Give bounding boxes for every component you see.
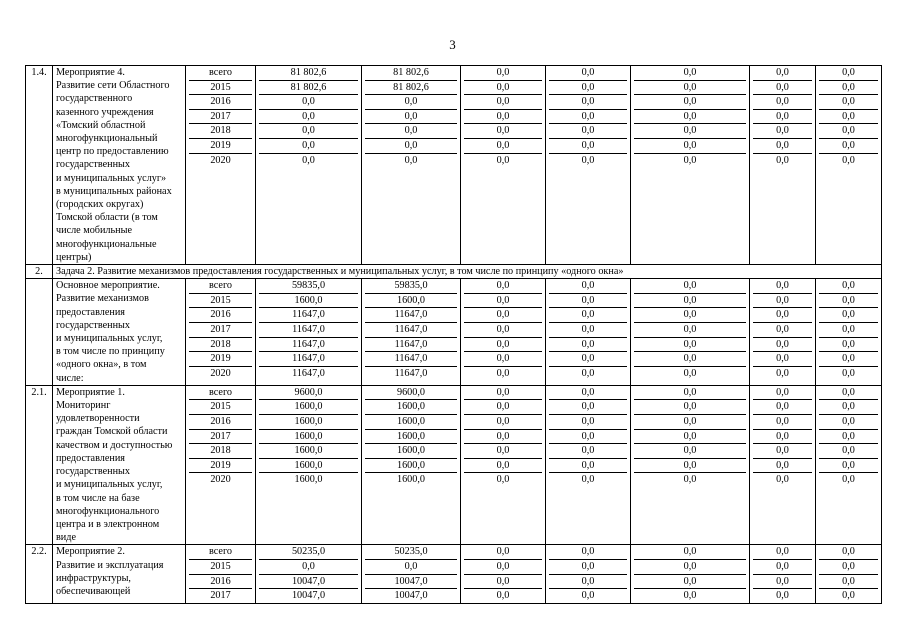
amount-cell: 0,0 [464,444,542,459]
amount-cell: 0,0 [464,294,542,309]
amount-cell: 0,0 [464,95,542,110]
amount-cell: 0,0 [819,575,878,590]
description-line: государственных [56,466,130,478]
amount-cell: 11647,0 [259,323,358,338]
amount-cell: 0,0 [634,139,746,154]
value-column-2 [256,279,362,386]
period-cell: 2016 [189,308,252,323]
amount-cell: 0,0 [819,459,878,474]
amount-cell: 1600,0 [365,415,457,430]
description-line: многофункциональный [56,133,158,145]
description-line: качеством и доступностью [56,439,173,451]
period-cell: 2020 [210,154,231,166]
activity-description [53,279,186,386]
amount-cell: 9600,0 [365,386,457,401]
amount-cell: 0,0 [634,95,746,110]
amount-cell: 0,0 [776,154,789,166]
row-number: 1.4. [26,66,53,265]
description-line: «Томский областной [56,119,146,131]
value-column-4 [461,279,546,386]
description-line: Развитие и эксплуатация [56,559,164,571]
value-column-3 [362,385,461,544]
amount-cell: 11647,0 [259,352,358,367]
amount-cell: 0,0 [753,110,812,125]
description-line: в муниципальных районах [56,185,172,197]
amount-cell: 0,0 [496,154,510,166]
amount-cell: 0,0 [365,139,457,154]
amount-cell: 1600,0 [259,459,358,474]
value-column-1 [186,545,256,603]
period-cell: 2017 [189,323,252,338]
description-line: предоставления [56,306,125,318]
amount-cell: 0,0 [634,124,746,139]
amount-cell: 81 802,6 [259,81,358,96]
value-column-4 [461,66,546,265]
amount-cell: 0,0 [634,81,746,96]
description-line: виде [56,532,76,544]
row-number: 2.1. [26,385,53,544]
amount-cell: 0,0 [819,560,878,575]
description-line: Томской области (в том [56,212,158,224]
amount-cell: 0,0 [634,279,746,294]
amount-cell: 0,0 [776,474,789,486]
description-line: (городских округах) [56,199,144,211]
amount-cell: 0,0 [464,560,542,575]
period-cell: 2018 [189,444,252,459]
amount-cell: 0,0 [259,560,358,575]
amount-cell: 10047,0 [394,590,428,602]
description-line: предоставления [56,452,125,464]
amount-cell: 0,0 [549,294,627,309]
amount-cell: 0,0 [549,95,627,110]
amount-cell: 0,0 [753,66,812,81]
amount-cell: 0,0 [634,545,746,560]
row-number: 2. [26,265,53,279]
period-cell: 2018 [189,338,252,353]
period-cell: всего [189,66,252,81]
amount-cell: 1600,0 [365,459,457,474]
amount-cell: 1600,0 [259,415,358,430]
description-line: Развитие механизмов [56,293,149,305]
period-cell: 2016 [189,95,252,110]
period-cell: 2018 [189,124,252,139]
description-line: казенного учреждения [56,106,154,118]
amount-cell: 0,0 [549,386,627,401]
amount-cell: 0,0 [753,81,812,96]
amount-cell: 0,0 [464,430,542,445]
amount-cell: 0,0 [634,459,746,474]
amount-cell: 0,0 [365,95,457,110]
value-column-7 [750,545,816,603]
amount-cell: 0,0 [549,415,627,430]
amount-cell: 0,0 [819,400,878,415]
value-column-7 [750,385,816,544]
amount-cell: 1600,0 [365,444,457,459]
amount-cell: 0,0 [464,110,542,125]
funding-table [25,65,882,604]
amount-cell: 0,0 [464,81,542,96]
amount-cell: 0,0 [464,66,542,81]
amount-cell: 0,0 [634,294,746,309]
description-line: Мониторинг [56,400,111,412]
description-line: государственных [56,319,130,331]
amount-cell: 0,0 [365,560,457,575]
description-line: Мероприятие 2. [56,546,125,558]
amount-cell: 81 802,6 [365,66,457,81]
period-cell: 2017 [189,430,252,445]
description-line: центра и в электронном [56,518,160,530]
description-line: удовлетворенности [56,413,140,425]
amount-cell: 0,0 [464,545,542,560]
amount-cell: 0,0 [464,575,542,590]
activity-block [26,385,882,544]
description-line: обеспечивающей [56,585,131,597]
activity-block [26,545,882,603]
amount-cell: 0,0 [634,66,746,81]
amount-cell: 0,0 [683,474,697,486]
value-column-8 [816,66,882,265]
value-column-7 [750,279,816,386]
description-line: граждан Томской области [56,426,168,438]
amount-cell: 0,0 [496,590,510,602]
amount-cell: 0,0 [753,338,812,353]
amount-cell: 0,0 [819,139,878,154]
amount-cell: 0,0 [549,430,627,445]
amount-cell: 1600,0 [259,430,358,445]
amount-cell: 0,0 [753,386,812,401]
amount-cell: 0,0 [581,474,595,486]
amount-cell: 0,0 [259,110,358,125]
amount-cell: 0,0 [634,338,746,353]
amount-cell: 0,0 [842,367,855,379]
value-column-1 [186,279,256,386]
activity-description [53,385,186,544]
amount-cell: 50235,0 [365,545,457,560]
amount-cell: 0,0 [464,386,542,401]
amount-cell: 9600,0 [259,386,358,401]
description-line: центр по предоставлению [56,146,169,158]
amount-cell: 0,0 [634,400,746,415]
amount-cell: 0,0 [819,308,878,323]
amount-cell: 0,0 [496,474,510,486]
amount-cell: 0,0 [549,352,627,367]
amount-cell: 0,0 [819,279,878,294]
description-line: числе: [56,372,84,384]
value-column-6 [631,66,750,265]
value-column-4 [461,385,546,544]
amount-cell: 0,0 [819,95,878,110]
description-line: государственных [56,159,130,171]
amount-cell: 0,0 [753,124,812,139]
amount-cell: 0,0 [819,545,878,560]
amount-cell: 0,0 [634,352,746,367]
value-column-3 [362,66,461,265]
task-title: Задача 2. Развитие механизмов предоставления государственных и муниципальных услуг, в том числе по принципу «одного окна» [53,265,882,279]
amount-cell: 0,0 [634,444,746,459]
amount-cell: 0,0 [549,308,627,323]
amount-cell: 0,0 [819,81,878,96]
amount-cell: 0,0 [634,308,746,323]
amount-cell: 0,0 [753,279,812,294]
period-cell: 2016 [189,575,252,590]
amount-cell: 11647,0 [365,323,457,338]
amount-cell: 0,0 [819,124,878,139]
amount-cell: 0,0 [549,139,627,154]
amount-cell: 0,0 [819,444,878,459]
amount-cell: 0,0 [753,352,812,367]
description-line: числе мобильные [56,225,132,237]
amount-cell: 0,0 [365,110,457,125]
amount-cell: 0,0 [634,110,746,125]
amount-cell: 0,0 [753,545,812,560]
amount-cell: 0,0 [683,590,697,602]
amount-cell: 1600,0 [365,400,457,415]
amount-cell: 0,0 [753,400,812,415]
amount-cell: 0,0 [549,459,627,474]
description-line: инфраструктуры, [56,572,131,584]
amount-cell: 1600,0 [259,444,358,459]
amount-cell: 1600,0 [259,294,358,309]
amount-cell: 10047,0 [259,575,358,590]
activity-description [53,66,186,265]
row-number [26,279,53,386]
amount-cell: 81 802,6 [259,66,358,81]
amount-cell: 0,0 [549,323,627,338]
amount-cell: 11647,0 [394,367,428,379]
amount-cell: 0,0 [464,352,542,367]
amount-cell: 0,0 [549,338,627,353]
amount-cell: 0,0 [819,352,878,367]
amount-cell: 11647,0 [365,338,457,353]
amount-cell: 0,0 [683,154,697,166]
amount-cell: 0,0 [302,154,315,166]
amount-cell: 0,0 [581,590,595,602]
period-cell: 2020 [210,367,231,379]
period-cell: всего [189,545,252,560]
description-line: Развитие сети Областного [56,80,170,92]
amount-cell: 0,0 [842,590,855,602]
amount-cell: 0,0 [819,430,878,445]
amount-cell: 0,0 [365,124,457,139]
amount-cell: 0,0 [464,308,542,323]
amount-cell: 0,0 [753,575,812,590]
amount-cell: 0,0 [464,415,542,430]
period-cell: 2015 [189,560,252,575]
amount-cell: 0,0 [819,294,878,309]
amount-cell: 11647,0 [365,308,457,323]
value-column-2 [256,385,362,544]
amount-cell: 0,0 [549,444,627,459]
description-line: «одного окна», в том [56,359,147,371]
value-column-2 [256,66,362,265]
activity-block [26,279,882,386]
value-column-6 [631,385,750,544]
amount-cell: 0,0 [776,367,789,379]
amount-cell: 10047,0 [291,590,326,602]
amount-cell: 0,0 [549,124,627,139]
period-cell: 2015 [189,294,252,309]
activity-block [26,66,882,265]
amount-cell: 0,0 [259,139,358,154]
value-column-3 [362,545,461,603]
period-cell: 2015 [189,81,252,96]
amount-cell: 0,0 [753,430,812,445]
amount-cell: 1600,0 [365,430,457,445]
amount-cell: 0,0 [819,415,878,430]
value-column-5 [546,385,631,544]
amount-cell: 59835,0 [259,279,358,294]
amount-cell: 0,0 [464,124,542,139]
amount-cell: 0,0 [634,415,746,430]
value-column-5 [546,66,631,265]
amount-cell: 0,0 [842,154,855,166]
activity-description [53,545,186,603]
amount-cell: 0,0 [464,400,542,415]
amount-cell: 11647,0 [365,352,457,367]
amount-cell: 50235,0 [259,545,358,560]
period-cell: 2016 [189,415,252,430]
amount-cell: 0,0 [464,323,542,338]
description-line: многофункциональные [56,238,157,250]
amount-cell: 0,0 [581,154,595,166]
amount-cell: 0,0 [496,367,510,379]
amount-cell: 11647,0 [292,367,325,379]
period-cell: 2019 [189,139,252,154]
description-line: и муниципальных услуг, [56,333,163,345]
amount-cell: 0,0 [753,444,812,459]
amount-cell: 0,0 [753,95,812,110]
amount-cell: 0,0 [634,560,746,575]
amount-cell: 0,0 [819,386,878,401]
value-column-8 [816,385,882,544]
amount-cell: 0,0 [819,338,878,353]
amount-cell: 0,0 [549,81,627,96]
amount-cell: 0,0 [634,430,746,445]
amount-cell: 0,0 [549,279,627,294]
row-number: 2.2. [26,545,53,603]
task-row [26,265,882,279]
amount-cell: 10047,0 [365,575,457,590]
amount-cell: 0,0 [634,323,746,338]
amount-cell: 1600,0 [396,474,425,486]
value-column-6 [631,279,750,386]
amount-cell: 0,0 [464,459,542,474]
period-cell: всего [189,386,252,401]
value-column-8 [816,279,882,386]
period-cell: 2020 [210,474,231,486]
value-column-8 [816,545,882,603]
amount-cell: 0,0 [819,110,878,125]
amount-cell: 0,0 [549,560,627,575]
value-column-1 [186,385,256,544]
value-column-6 [631,545,750,603]
amount-cell: 0,0 [776,590,789,602]
amount-cell: 59835,0 [365,279,457,294]
period-cell: 2017 [189,110,252,125]
amount-cell: 0,0 [753,139,812,154]
amount-cell: 1600,0 [365,294,457,309]
description-line: и муниципальных услуг» [56,172,167,184]
amount-cell: 0,0 [683,367,697,379]
value-column-5 [546,545,631,603]
description-line: в том числе по принципу [56,346,165,358]
description-line: в том числе на базе [56,492,140,504]
value-column-2 [256,545,362,603]
amount-cell: 0,0 [819,323,878,338]
amount-cell: 0,0 [259,95,358,110]
value-column-1 [186,66,256,265]
period-cell: 2019 [189,459,252,474]
description-line: Мероприятие 4. [56,67,125,78]
value-column-3 [362,279,461,386]
amount-cell: 81 802,6 [365,81,457,96]
amount-cell: 0,0 [549,545,627,560]
amount-cell: 0,0 [259,124,358,139]
period-cell: всего [189,279,252,294]
amount-cell: 0,0 [634,386,746,401]
amount-cell: 0,0 [842,474,855,486]
amount-cell: 0,0 [549,575,627,590]
amount-cell: 11647,0 [259,308,358,323]
period-cell: 2017 [210,590,231,602]
amount-cell: 11647,0 [259,338,358,353]
amount-cell: 0,0 [634,575,746,590]
amount-cell: 0,0 [753,560,812,575]
amount-cell: 0,0 [464,139,542,154]
description-line: Основное мероприятие. [56,280,160,292]
value-column-4 [461,545,546,603]
description-line: многофункционального [56,505,160,517]
amount-cell: 0,0 [549,66,627,81]
amount-cell: 0,0 [753,323,812,338]
amount-cell: 0,0 [753,308,812,323]
amount-cell: 0,0 [404,154,418,166]
amount-cell: 0,0 [819,66,878,81]
amount-cell: 0,0 [753,459,812,474]
amount-cell: 0,0 [753,294,812,309]
amount-cell: 1600,0 [294,474,323,486]
period-cell: 2019 [189,352,252,367]
amount-cell: 0,0 [549,110,627,125]
amount-cell: 0,0 [753,415,812,430]
value-column-7 [750,66,816,265]
description-line: и муниципальных услуг, [56,479,163,491]
amount-cell: 0,0 [464,338,542,353]
amount-cell: 1600,0 [259,400,358,415]
page-number: 3 [449,37,456,52]
description-line: центры) [56,251,92,263]
value-column-5 [546,279,631,386]
description-line: государственного [56,93,133,105]
period-cell: 2015 [189,400,252,415]
description-line: Мероприятие 1. [56,386,125,398]
amount-cell: 0,0 [549,400,627,415]
amount-cell: 0,0 [581,367,595,379]
amount-cell: 0,0 [464,279,542,294]
